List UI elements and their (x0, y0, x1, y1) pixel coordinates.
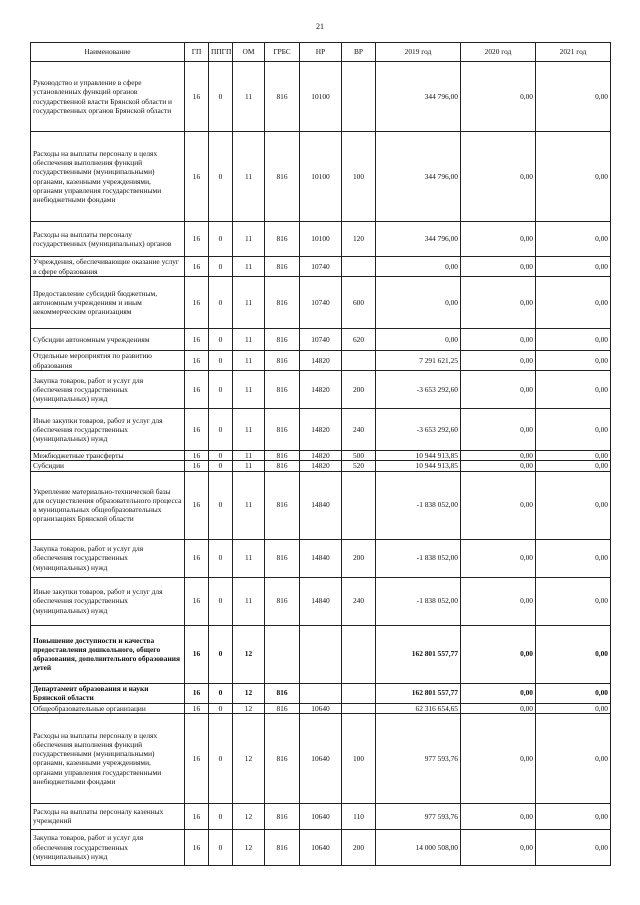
cell-ppgp: 0 (209, 539, 233, 577)
cell-ppgp: 0 (209, 461, 233, 471)
table-row (31, 132, 611, 222)
cell-nr: 10100 (300, 222, 342, 257)
cell-ppgp: 0 (209, 713, 233, 803)
cell-2020: 0,00 (461, 803, 536, 829)
cell-vr (342, 683, 376, 703)
cell-2019: 7 291 621,25 (376, 351, 461, 371)
cell-ppgp: 0 (209, 132, 233, 222)
cell-vr: 100 (342, 132, 376, 222)
cell-2020: 0,00 (461, 351, 536, 371)
col-header-2021: 2021 год (536, 43, 611, 62)
cell-gp: 16 (185, 829, 209, 865)
cell-grbs: 816 (265, 803, 300, 829)
cell-nr: 10740 (300, 257, 342, 277)
table-row (31, 829, 611, 865)
cell-vr: 200 (342, 829, 376, 865)
cell-gp: 16 (185, 451, 209, 461)
cell-grbs: 816 (265, 539, 300, 577)
cell-2020: 0,00 (461, 371, 536, 409)
cell-vr (342, 62, 376, 132)
cell-gp: 16 (185, 703, 209, 713)
cell-2021: 0,00 (536, 803, 611, 829)
cell-name: Общеобразовательные организации (31, 703, 185, 713)
cell-ppgp: 0 (209, 577, 233, 625)
cell-name: Учреждения, обеспечивающие оказание услуг в сфере образования (31, 257, 185, 277)
cell-2020: 0,00 (461, 577, 536, 625)
cell-grbs: 816 (265, 829, 300, 865)
cell-2021: 0,00 (536, 132, 611, 222)
cell-nr: 14840 (300, 577, 342, 625)
cell-nr: 10100 (300, 62, 342, 132)
cell-ppgp: 0 (209, 409, 233, 451)
cell-2021: 0,00 (536, 409, 611, 451)
cell-grbs: 816 (265, 222, 300, 257)
table-body (31, 62, 611, 866)
cell-2020: 0,00 (461, 409, 536, 451)
cell-vr: 100 (342, 713, 376, 803)
cell-vr: 240 (342, 577, 376, 625)
cell-name: Расходы на выплаты персоналу в целях обеспечения выполнения функций государственными (муниципальными) органами, казенными учреждениями, органами управления государственными внебюджетными фондами (31, 713, 185, 803)
cell-vr (342, 471, 376, 539)
cell-name: Субсидии (31, 461, 185, 471)
cell-2021: 0,00 (536, 329, 611, 351)
cell-gp: 16 (185, 539, 209, 577)
cell-om: 11 (233, 257, 265, 277)
cell-name: Иные закупки товаров, работ и услуг для обеспечения государственных (муниципальных) нужд (31, 577, 185, 625)
table-row (31, 539, 611, 577)
cell-name: Иные закупки товаров, работ и услуг для обеспечения государственных (муниципальных) нужд (31, 409, 185, 451)
cell-om: 12 (233, 713, 265, 803)
cell-om: 11 (233, 329, 265, 351)
table-row (31, 371, 611, 409)
cell-2021: 0,00 (536, 371, 611, 409)
cell-vr: 120 (342, 222, 376, 257)
cell-nr (300, 625, 342, 683)
cell-om: 11 (233, 371, 265, 409)
cell-gp: 16 (185, 277, 209, 329)
cell-ppgp: 0 (209, 257, 233, 277)
col-header-2019: 2019 год (376, 43, 461, 62)
cell-2021: 0,00 (536, 577, 611, 625)
cell-2019: 977 593,76 (376, 713, 461, 803)
table-row (31, 471, 611, 539)
cell-grbs: 816 (265, 257, 300, 277)
cell-2020: 0,00 (461, 461, 536, 471)
table-row (31, 329, 611, 351)
cell-nr: 10100 (300, 132, 342, 222)
cell-2019: -3 653 292,60 (376, 409, 461, 451)
cell-gp: 16 (185, 625, 209, 683)
cell-gp: 16 (185, 351, 209, 371)
cell-name: Субсидии автономным учреждениям (31, 329, 185, 351)
cell-vr: 520 (342, 461, 376, 471)
cell-2019: 10 944 913,85 (376, 461, 461, 471)
cell-name: Отдельные мероприятия по развитию образования (31, 351, 185, 371)
cell-nr: 10640 (300, 803, 342, 829)
table-row (31, 803, 611, 829)
cell-2019: -1 838 052,00 (376, 471, 461, 539)
col-header-nr: НР (300, 43, 342, 62)
cell-gp: 16 (185, 713, 209, 803)
page-number: 21 (316, 22, 324, 31)
table-row (31, 257, 611, 277)
cell-2021: 0,00 (536, 461, 611, 471)
cell-vr: 200 (342, 539, 376, 577)
cell-nr: 14820 (300, 451, 342, 461)
cell-nr (300, 683, 342, 703)
cell-grbs: 816 (265, 703, 300, 713)
cell-vr: 240 (342, 409, 376, 451)
table-row (31, 62, 611, 132)
cell-2021: 0,00 (536, 62, 611, 132)
cell-vr: 620 (342, 329, 376, 351)
cell-2020: 0,00 (461, 683, 536, 703)
cell-vr (342, 351, 376, 371)
cell-2019: 0,00 (376, 257, 461, 277)
col-header-grbs: ГРБС (265, 43, 300, 62)
cell-2020: 0,00 (461, 625, 536, 683)
cell-ppgp: 0 (209, 451, 233, 461)
col-header-2020: 2020 год (461, 43, 536, 62)
cell-nr: 14820 (300, 371, 342, 409)
cell-om: 12 (233, 803, 265, 829)
cell-gp: 16 (185, 683, 209, 703)
cell-nr: 14820 (300, 461, 342, 471)
cell-om: 11 (233, 539, 265, 577)
table-row (31, 683, 611, 703)
cell-grbs: 816 (265, 371, 300, 409)
cell-grbs: 816 (265, 577, 300, 625)
cell-name: Руководство и управление в сфере установленных функций органов государственной власти Брянской области и государственных органов Брянской области (31, 62, 185, 132)
cell-grbs: 816 (265, 713, 300, 803)
cell-vr (342, 625, 376, 683)
table-row (31, 461, 611, 471)
cell-2019: 344 796,00 (376, 222, 461, 257)
cell-2020: 0,00 (461, 132, 536, 222)
cell-grbs: 816 (265, 409, 300, 451)
cell-name: Межбюджетные трансферты (31, 451, 185, 461)
cell-ppgp: 0 (209, 277, 233, 329)
cell-2021: 0,00 (536, 829, 611, 865)
col-header-om: ОМ (233, 43, 265, 62)
cell-2021: 0,00 (536, 683, 611, 703)
cell-ppgp: 0 (209, 703, 233, 713)
cell-ppgp: 0 (209, 329, 233, 351)
cell-2021: 0,00 (536, 351, 611, 371)
cell-om: 12 (233, 829, 265, 865)
cell-2020: 0,00 (461, 713, 536, 803)
cell-ppgp: 0 (209, 371, 233, 409)
cell-name: Закупка товаров, работ и услуг для обеспечения государственных (муниципальных) нужд (31, 829, 185, 865)
cell-2019: 10 944 913,85 (376, 451, 461, 461)
cell-vr (342, 257, 376, 277)
cell-gp: 16 (185, 329, 209, 351)
cell-gp: 16 (185, 132, 209, 222)
cell-grbs: 816 (265, 329, 300, 351)
col-header-name: Наименование (31, 43, 185, 62)
table-row (31, 351, 611, 371)
cell-om: 11 (233, 461, 265, 471)
cell-name: Предоставление субсидий бюджетным, автономным учреждениям и иным некоммерческим организациям (31, 277, 185, 329)
cell-nr: 10640 (300, 829, 342, 865)
cell-om: 11 (233, 577, 265, 625)
cell-2020: 0,00 (461, 329, 536, 351)
table-row (31, 577, 611, 625)
cell-2021: 0,00 (536, 451, 611, 461)
cell-name: Укрепление материально-технической базы для осуществления образовательного процесса в муниципальных общеобразовательных организациях Брянской области (31, 471, 185, 539)
cell-grbs: 816 (265, 451, 300, 461)
cell-vr: 110 (342, 803, 376, 829)
cell-gp: 16 (185, 471, 209, 539)
cell-2020: 0,00 (461, 829, 536, 865)
cell-2021: 0,00 (536, 471, 611, 539)
cell-2019: 344 796,00 (376, 62, 461, 132)
cell-gp: 16 (185, 803, 209, 829)
cell-2019: -1 838 052,00 (376, 539, 461, 577)
cell-nr: 14840 (300, 471, 342, 539)
col-header-ppgp: ППГП (209, 43, 233, 62)
cell-om: 12 (233, 703, 265, 713)
cell-gp: 16 (185, 257, 209, 277)
cell-grbs: 816 (265, 351, 300, 371)
cell-vr (342, 703, 376, 713)
cell-2019: 62 316 654,65 (376, 703, 461, 713)
cell-grbs: 816 (265, 683, 300, 703)
cell-name: Расходы на выплаты персоналу государственных (муниципальных) органов (31, 222, 185, 257)
cell-vr: 600 (342, 277, 376, 329)
cell-ppgp: 0 (209, 222, 233, 257)
cell-2020: 0,00 (461, 451, 536, 461)
table-row (31, 409, 611, 451)
cell-name: Закупка товаров, работ и услуг для обеспечения государственных (муниципальных) нужд (31, 371, 185, 409)
cell-vr: 200 (342, 371, 376, 409)
cell-gp: 16 (185, 409, 209, 451)
cell-nr: 10740 (300, 277, 342, 329)
cell-nr: 10740 (300, 329, 342, 351)
cell-2021: 0,00 (536, 703, 611, 713)
cell-grbs (265, 625, 300, 683)
cell-om: 12 (233, 683, 265, 703)
cell-name: Повышение доступности и качества предоставления дошкольного, общего образования, дополнительного образования детей (31, 625, 185, 683)
cell-nr: 14820 (300, 351, 342, 371)
cell-2021: 0,00 (536, 257, 611, 277)
cell-2019: 14 000 508,00 (376, 829, 461, 865)
cell-om: 11 (233, 451, 265, 461)
table-row (31, 277, 611, 329)
cell-om: 12 (233, 625, 265, 683)
cell-om: 11 (233, 222, 265, 257)
cell-2019: 162 801 557,77 (376, 683, 461, 703)
cell-om: 11 (233, 277, 265, 329)
cell-2019: 0,00 (376, 277, 461, 329)
cell-2019: 0,00 (376, 329, 461, 351)
table-row (31, 222, 611, 257)
cell-2019: 344 796,00 (376, 132, 461, 222)
cell-2020: 0,00 (461, 539, 536, 577)
cell-2020: 0,00 (461, 222, 536, 257)
cell-om: 11 (233, 132, 265, 222)
cell-2020: 0,00 (461, 257, 536, 277)
cell-om: 11 (233, 62, 265, 132)
cell-nr: 10640 (300, 713, 342, 803)
cell-gp: 16 (185, 222, 209, 257)
table-row (31, 451, 611, 461)
cell-ppgp: 0 (209, 62, 233, 132)
cell-name: Закупка товаров, работ и услуг для обеспечения государственных (муниципальных) нужд (31, 539, 185, 577)
cell-grbs: 816 (265, 471, 300, 539)
table-header (31, 43, 611, 62)
cell-grbs: 816 (265, 461, 300, 471)
cell-name: Расходы на выплаты персоналу казенных учреждений (31, 803, 185, 829)
cell-2020: 0,00 (461, 277, 536, 329)
cell-nr: 14820 (300, 409, 342, 451)
cell-2019: -1 838 052,00 (376, 577, 461, 625)
budget-table (30, 42, 611, 866)
cell-2021: 0,00 (536, 222, 611, 257)
cell-ppgp: 0 (209, 683, 233, 703)
cell-ppgp: 0 (209, 625, 233, 683)
cell-2019: 977 593,76 (376, 803, 461, 829)
cell-2021: 0,00 (536, 277, 611, 329)
cell-grbs: 816 (265, 277, 300, 329)
col-header-vr: ВР (342, 43, 376, 62)
table-row (31, 713, 611, 803)
cell-gp: 16 (185, 371, 209, 409)
cell-2020: 0,00 (461, 703, 536, 713)
cell-ppgp: 0 (209, 471, 233, 539)
cell-2019: -3 653 292,60 (376, 371, 461, 409)
cell-2021: 0,00 (536, 713, 611, 803)
cell-ppgp: 0 (209, 351, 233, 371)
cell-2021: 0,00 (536, 539, 611, 577)
cell-om: 11 (233, 409, 265, 451)
cell-ppgp: 0 (209, 803, 233, 829)
table-row (31, 703, 611, 713)
col-header-gp: ГП (185, 43, 209, 62)
cell-om: 11 (233, 471, 265, 539)
cell-name: Департамент образования и науки Брянской области (31, 683, 185, 703)
cell-grbs: 816 (265, 132, 300, 222)
cell-2020: 0,00 (461, 471, 536, 539)
cell-gp: 16 (185, 461, 209, 471)
cell-name: Расходы на выплаты персоналу в целях обеспечения выполнения функций государственными (муниципальными) органами, казенными учреждениями, органами управления государственными внебюджетными фондами (31, 132, 185, 222)
cell-nr: 14840 (300, 539, 342, 577)
cell-nr: 10640 (300, 703, 342, 713)
cell-2019: 162 801 557,77 (376, 625, 461, 683)
cell-2020: 0,00 (461, 62, 536, 132)
cell-ppgp: 0 (209, 829, 233, 865)
cell-vr: 500 (342, 451, 376, 461)
cell-grbs: 816 (265, 62, 300, 132)
table-row (31, 625, 611, 683)
cell-2021: 0,00 (536, 625, 611, 683)
cell-gp: 16 (185, 62, 209, 132)
cell-gp: 16 (185, 577, 209, 625)
cell-om: 11 (233, 351, 265, 371)
